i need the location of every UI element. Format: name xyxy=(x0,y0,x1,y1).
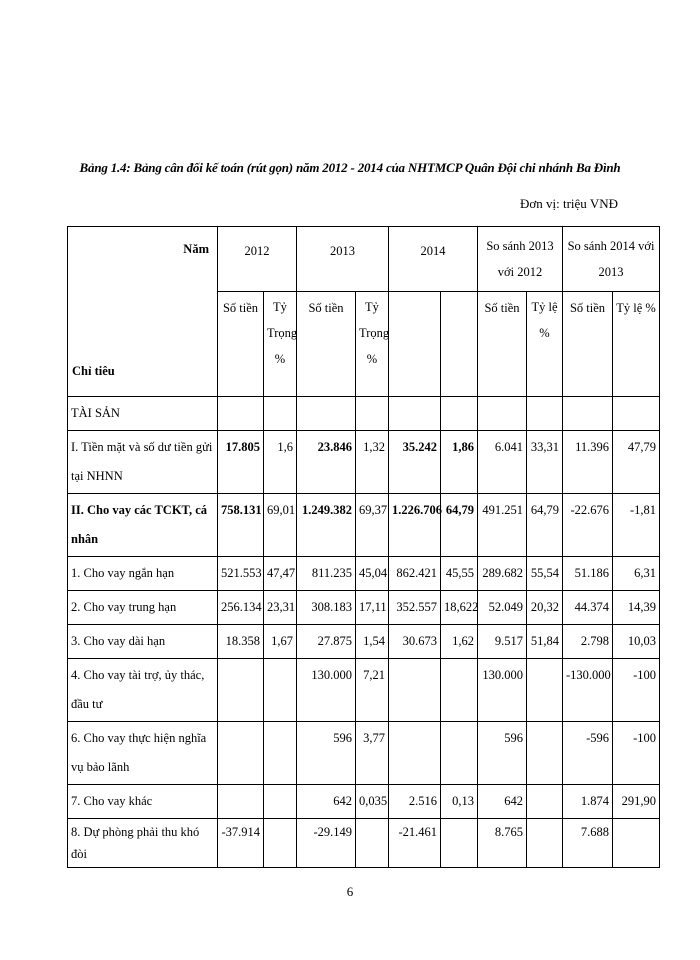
header-ty-trong-2012: Tỷ Trọng % xyxy=(264,292,297,397)
header-ty-le-ss2013: Tỷ lệ % xyxy=(527,292,563,397)
table-row xyxy=(68,557,660,591)
cell-t2014 xyxy=(441,819,478,868)
cell-ss13: 491.251 xyxy=(478,494,527,557)
cell-v2013: 642 xyxy=(297,785,356,819)
cell-t2013: 17,11 xyxy=(356,591,389,625)
page-number: 6 xyxy=(346,884,354,899)
cell-ss14: -596 xyxy=(563,722,613,785)
header-2014: 2014 xyxy=(389,227,478,292)
row-label: II. Cho vay các TCKT, cá nhân xyxy=(68,494,218,557)
cell-tl14: -100 xyxy=(613,659,660,722)
cell-t2014: 45,55 xyxy=(441,557,478,591)
cell-t2012 xyxy=(264,785,297,819)
cell-v2012: 521.553 xyxy=(218,557,264,591)
row-label: 8. Dự phòng phải thu khó đòi xyxy=(68,819,218,868)
cell-ss13: 289.682 xyxy=(478,557,527,591)
header-so-tien-2013: Số tiền xyxy=(297,292,356,397)
table-row xyxy=(68,591,660,625)
table-row xyxy=(68,494,660,557)
cell-v2013: 23.846 xyxy=(297,431,356,494)
cell-tl14 xyxy=(613,819,660,868)
cell-tl14: 10,03 xyxy=(613,625,660,659)
cell-tl13: 55,54 xyxy=(527,557,563,591)
cell-v2012: -37.914 xyxy=(218,819,264,868)
cell-t2013: 7,21 xyxy=(356,659,389,722)
header-2012: 2012 xyxy=(218,227,297,292)
cell-t2012: 1,6 xyxy=(264,431,297,494)
header-compare-2014: So sánh 2014 với 2013 xyxy=(563,227,660,292)
row-label: 1. Cho vay ngắn hạn xyxy=(68,557,218,591)
cell-t2012: 1,67 xyxy=(264,625,297,659)
cell-t2013 xyxy=(356,819,389,868)
cell-t2014: 64,79 xyxy=(441,494,478,557)
cell-t2012 xyxy=(264,819,297,868)
row-label: I. Tiền mặt và số dư tiền gửi tại NHNN xyxy=(68,431,218,494)
cell-t2013: 1,32 xyxy=(356,431,389,494)
table-row xyxy=(68,785,660,819)
cell-ss14: 2.798 xyxy=(563,625,613,659)
cell-v2013: 130.000 xyxy=(297,659,356,722)
table-row xyxy=(68,819,660,868)
header-nam: Năm xyxy=(183,242,209,256)
cell-tl14: 6,31 xyxy=(613,557,660,591)
header-corner-cell xyxy=(68,227,218,397)
header-2013: 2013 xyxy=(297,227,389,292)
cell-v2014: 30.673 xyxy=(389,625,441,659)
cell-ss14: -22.676 xyxy=(563,494,613,557)
row-label: 4. Cho vay tài trợ, ủy thác, đầu tư xyxy=(68,659,218,722)
cell-ss13: 596 xyxy=(478,722,527,785)
header-compare-2013: So sánh 2013 với 2012 xyxy=(478,227,563,292)
row-label: 3. Cho vay dài hạn xyxy=(68,625,218,659)
header-chi-tieu: Chỉ tiêu xyxy=(72,364,115,378)
cell-ss14: 44.374 xyxy=(563,591,613,625)
cell-ss14: -130.000 xyxy=(563,659,613,722)
cell-v2014 xyxy=(389,659,441,722)
cell-t2013: 0,035 xyxy=(356,785,389,819)
cell-t2012: 69,01 xyxy=(264,494,297,557)
cell-tl14: 47,79 xyxy=(613,431,660,494)
cell-t2012: 47,47 xyxy=(264,557,297,591)
table-caption: Bảng 1.4: Bảng cân đối kế toán (rút gọn) năm 2012 - 2014 của NHTMCP Quân Đội chi nhánh Ba Đình xyxy=(79,160,621,175)
cell-tl13: 64,79 xyxy=(527,494,563,557)
cell-v2014: 1.226.706 xyxy=(389,494,441,557)
cell-v2014: 35.242 xyxy=(389,431,441,494)
cell-v2014 xyxy=(389,722,441,785)
cell-v2012 xyxy=(218,722,264,785)
cell-v2014: -21.461 xyxy=(389,819,441,868)
cell-t2012 xyxy=(264,722,297,785)
cell-ss13: 642 xyxy=(478,785,527,819)
cell-t2013: 45,04 xyxy=(356,557,389,591)
header-empty-2014b xyxy=(441,292,478,397)
cell-ss13: 8.765 xyxy=(478,819,527,868)
cell-t2013: 1,54 xyxy=(356,625,389,659)
cell-t2013: 69,37 xyxy=(356,494,389,557)
cell-t2014: 1,86 xyxy=(441,431,478,494)
cell-tl13: 33,31 xyxy=(527,431,563,494)
cell-ss14: 7.688 xyxy=(563,819,613,868)
table-row xyxy=(68,722,660,785)
cell-v2012: 758.131 xyxy=(218,494,264,557)
balance-sheet-table xyxy=(67,226,660,868)
cell-v2012 xyxy=(218,659,264,722)
cell-v2013: 27.875 xyxy=(297,625,356,659)
cell-v2013: -29.149 xyxy=(297,819,356,868)
header-so-tien-ss2014: Số tiền xyxy=(563,292,613,397)
cell-tl13 xyxy=(527,819,563,868)
cell-ss13: 130.000 xyxy=(478,659,527,722)
cell-t2012 xyxy=(264,659,297,722)
section-label: TÀI SẢN xyxy=(68,397,218,431)
cell-ss14: 11.396 xyxy=(563,431,613,494)
cell-t2014: 1,62 xyxy=(441,625,478,659)
cell-v2012: 256.134 xyxy=(218,591,264,625)
cell-t2014 xyxy=(441,722,478,785)
cell-v2012: 17.805 xyxy=(218,431,264,494)
cell-v2014: 2.516 xyxy=(389,785,441,819)
cell-v2012 xyxy=(218,785,264,819)
unit-note: Đơn vị: triệu VNĐ xyxy=(520,196,618,211)
row-label: 6. Cho vay thực hiện nghĩa vụ bảo lãnh xyxy=(68,722,218,785)
header-so-tien-ss2013: Số tiền xyxy=(478,292,527,397)
cell-tl14: -100 xyxy=(613,722,660,785)
header-ty-le-ss2014: Tỷ lệ % xyxy=(613,292,660,397)
header-so-tien-2012: Số tiền xyxy=(218,292,264,397)
cell-t2012: 23,31 xyxy=(264,591,297,625)
table-row xyxy=(68,431,660,494)
cell-tl14: 14,39 xyxy=(613,591,660,625)
cell-ss14: 51.186 xyxy=(563,557,613,591)
cell-tl14: 291,90 xyxy=(613,785,660,819)
section-row-tai-san xyxy=(68,397,660,431)
cell-ss13: 6.041 xyxy=(478,431,527,494)
cell-ss13: 52.049 xyxy=(478,591,527,625)
cell-tl13: 20,32 xyxy=(527,591,563,625)
cell-t2014: 18,622 xyxy=(441,591,478,625)
cell-v2013: 308.183 xyxy=(297,591,356,625)
cell-v2012: 18.358 xyxy=(218,625,264,659)
cell-t2014 xyxy=(441,659,478,722)
row-label: 2. Cho vay trung hạn xyxy=(68,591,218,625)
cell-v2013: 596 xyxy=(297,722,356,785)
cell-tl13 xyxy=(527,722,563,785)
header-empty-2014a xyxy=(389,292,441,397)
cell-tl13 xyxy=(527,659,563,722)
cell-ss13: 9.517 xyxy=(478,625,527,659)
cell-v2014: 352.557 xyxy=(389,591,441,625)
cell-tl13 xyxy=(527,785,563,819)
cell-tl13: 51,84 xyxy=(527,625,563,659)
table-row xyxy=(68,659,660,722)
row-label: 7. Cho vay khác xyxy=(68,785,218,819)
cell-v2013: 811.235 xyxy=(297,557,356,591)
cell-v2013: 1.249.382 xyxy=(297,494,356,557)
table-row xyxy=(68,625,660,659)
cell-t2013: 3,77 xyxy=(356,722,389,785)
cell-v2014: 862.421 xyxy=(389,557,441,591)
header-row-years xyxy=(68,227,660,292)
cell-ss14: 1.874 xyxy=(563,785,613,819)
cell-t2014: 0,13 xyxy=(441,785,478,819)
header-ty-trong-2013: Tỷ Trọng % xyxy=(356,292,389,397)
cell-tl14: -1,81 xyxy=(613,494,660,557)
